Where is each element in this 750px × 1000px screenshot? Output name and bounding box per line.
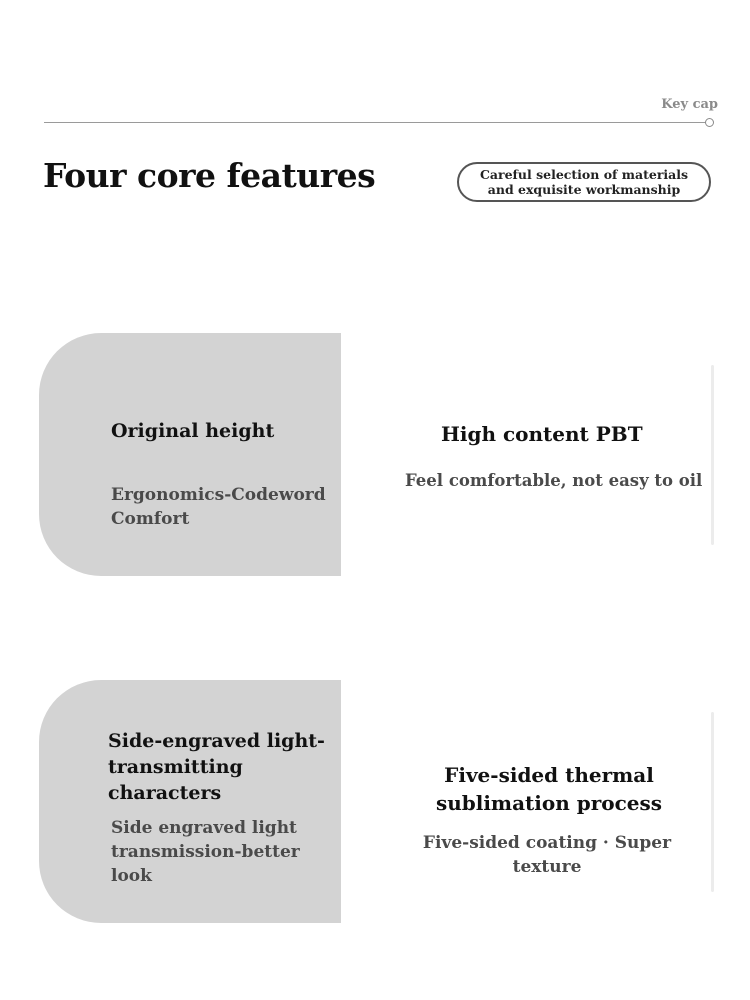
feature-pbt-description: Feel comfortable, not easy to oil xyxy=(405,471,703,490)
feature-sublimation-title: Five-sided thermal sublimation process xyxy=(435,763,663,815)
feature-original-height-title: Original height xyxy=(111,420,275,442)
card-edge-1 xyxy=(711,365,714,545)
feature-pbt-title: High content PBT xyxy=(441,422,643,446)
feature-panel-1 xyxy=(39,333,341,576)
divider-end-dot xyxy=(705,118,714,127)
tagline-pill: Careful selection of materials and exquisite workmanship xyxy=(457,162,711,202)
feature-original-height-description: Ergonomics-Codeword Comfort xyxy=(111,485,326,529)
section-label: Key cap xyxy=(661,97,718,112)
divider-line xyxy=(44,122,706,123)
page-title: Four core features xyxy=(43,156,376,195)
feature-side-engraved-title: Side-engraved light-transmitting characters xyxy=(108,730,325,804)
card-edge-2 xyxy=(711,712,714,892)
feature-sublimation-description: Five-sided coating · Super texture xyxy=(422,833,672,877)
feature-side-engraved-description: Side engraved light transmission-better look xyxy=(111,818,300,886)
